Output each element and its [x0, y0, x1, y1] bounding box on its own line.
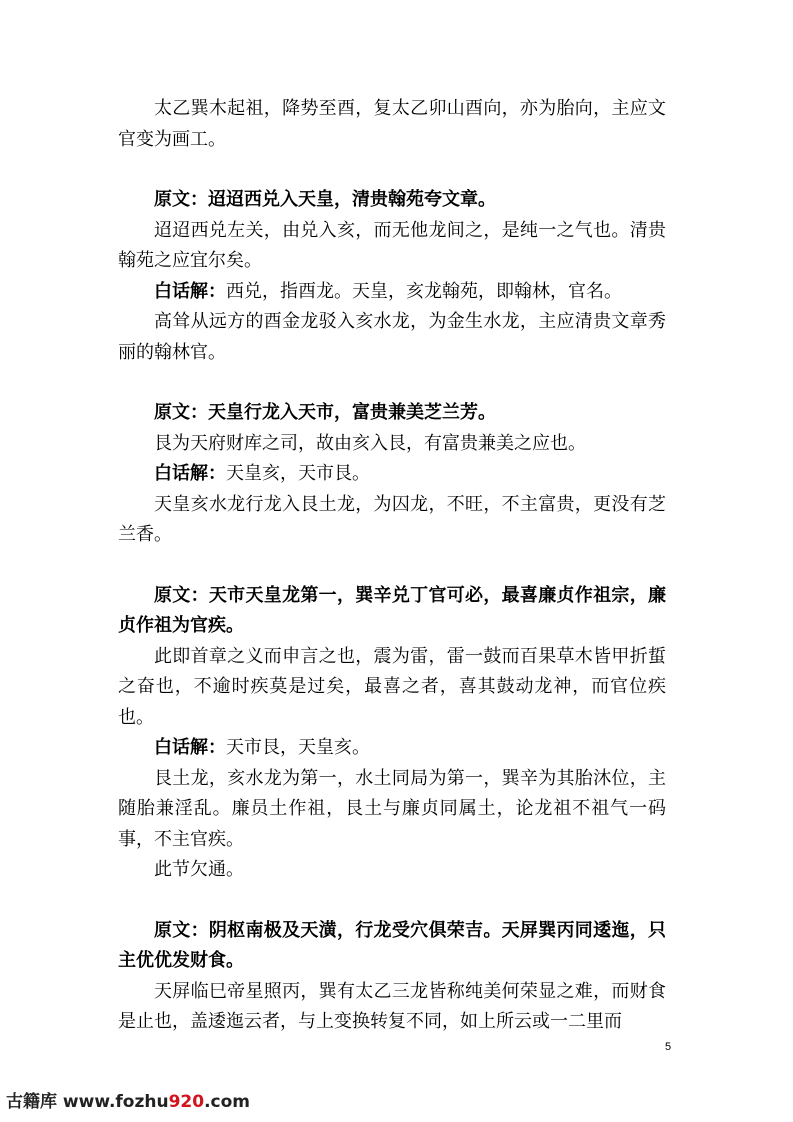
vernacular-label: 白话解：	[154, 463, 226, 484]
footer-url-highlight: 920	[168, 1092, 205, 1112]
paragraph-text: 迢迢西兑左关，由兑入亥，而无他龙间之，是纯一之气也。清贵翰苑之应宜尔矣。	[118, 219, 666, 271]
vernacular-text: 天市艮，天皇亥。	[226, 737, 370, 758]
footer-url-prefix: www.fozhu	[62, 1092, 169, 1112]
vernacular-label: 白话解：	[154, 280, 226, 302]
document-body	[118, 94, 666, 1038]
vernacular-note	[118, 277, 666, 308]
paragraph-text: 艮为天府财库之司，故由亥入艮，有富贵兼美之应也。	[154, 432, 586, 454]
paragraph-text: 艮土龙，亥水龙为第一，水土同局为第一，巽辛为其胎沐位，主随胎兼淫乱。廉员土作祖，艮土与廉贞同属土，论龙祖不祖气一码事，不主官疾。	[118, 767, 666, 850]
vernacular-text: 西兑，指酉龙。天皇，亥龙翰苑，即翰林，官名。	[226, 280, 622, 302]
original-verse: 原文：阴枢南极及天潢，行龙受穴俱荣吉。天屏巽丙同逶迤，只主优优发财食。	[118, 919, 666, 971]
vernacular-note	[118, 459, 666, 490]
original-verse: 原文：迢迢西兑入天皇，清贵翰苑夸文章。	[154, 189, 496, 210]
paragraph-text: 高耸从远方的酉金龙驳入亥水龙，为金生水龙，主应清贵文章秀丽的翰林官。	[118, 311, 666, 363]
paragraph-text: 太乙巽木起祖，降势至酉，复太乙卯山酉向，亦为胎向，主应文官变为画工。	[118, 98, 666, 150]
original-verse: 原文：天皇行龙入天市，富贵兼美芝兰芳。	[154, 402, 496, 423]
footer-site-name: 古籍库	[6, 1092, 63, 1112]
watermark-footer	[6, 1087, 250, 1112]
paragraph-text: 天屏临巳帝星照丙，巽有太乙三龙皆称纯美何荣显之难，而财食是止也，盖逶迤云者，与上变换转复不同，如上所云或一二里而	[118, 980, 666, 1032]
vernacular-note	[118, 733, 666, 764]
footer-url-suffix: .com	[204, 1092, 251, 1112]
vernacular-label: 白话解：	[154, 737, 226, 758]
paragraph-text: 此节欠通。	[154, 859, 244, 880]
original-verse: 原文：天市天皇龙第一，巽辛兑丁官可必，最喜廉贞作祖宗，廉贞作祖为官疾。	[118, 584, 666, 636]
paragraph-text: 天皇亥水龙行龙入艮土龙，为囚龙，不旺，不主富贵，更没有芝兰香。	[118, 493, 666, 545]
page-number: 5	[665, 1041, 672, 1053]
paragraph-text: 此即首章之义而申言之也，震为雷，雷一鼓而百果草木皆甲折蜇之奋也，不逾时疾莫是过矣，最喜之者，喜其鼓动龙神，而官位疾也。	[118, 645, 666, 728]
vernacular-text: 天皇亥，天市艮。	[226, 463, 370, 484]
